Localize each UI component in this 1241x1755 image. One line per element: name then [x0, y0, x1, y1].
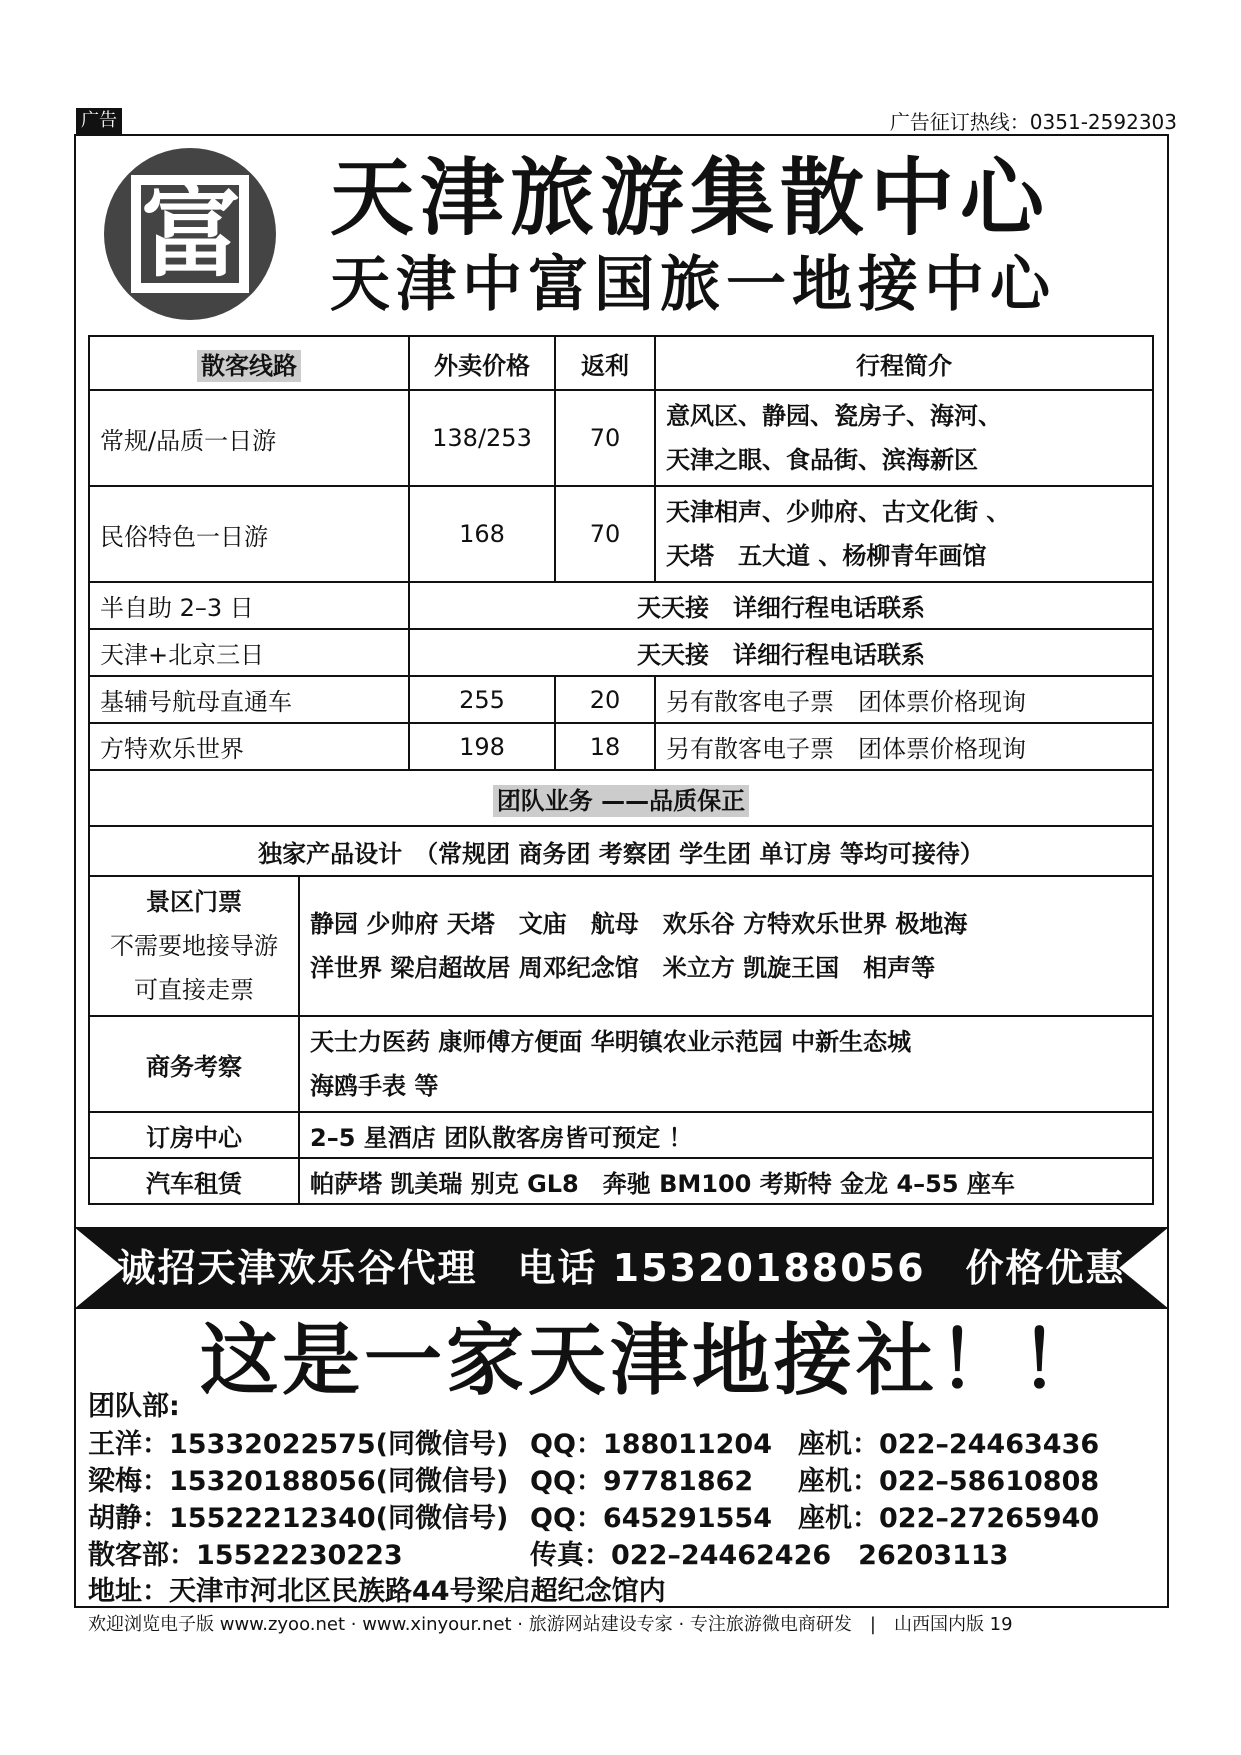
service-line: 海鸥手表 等 — [310, 1072, 439, 1100]
service-row — [89, 876, 1153, 1016]
route-rebate: 70 — [555, 390, 655, 486]
team-banner-row — [89, 770, 1153, 826]
contact-row — [88, 1539, 1168, 1573]
header-desc: 行程简介 — [655, 336, 1153, 390]
route-name: 方特欢乐世界 — [89, 723, 409, 770]
header-route: 散客线路 — [89, 336, 409, 390]
route-desc: 另有散客电子票 团体票价格现询 — [655, 723, 1153, 770]
table-header — [89, 336, 1153, 390]
table-row — [89, 390, 1153, 486]
service-row — [89, 1112, 1153, 1158]
service-row — [89, 1158, 1153, 1204]
contact-phone: 座机：022–27265940 — [798, 1503, 1100, 1534]
service-content: 2–5 星酒店 团队散客房皆可预定 ！ — [299, 1112, 1153, 1158]
route-desc-line: 天塔 五大道 、杨柳青年画馆 — [666, 542, 987, 570]
service-row — [89, 1016, 1153, 1112]
service-line: 天士力医药 康师傅方便面 华明镇农业示范园 中新生态城 — [310, 1028, 912, 1056]
service-content: 帕萨塔 凯美瑞 别克 GL8 奔驰 BM100 考斯特 金龙 4–55 座车 — [299, 1158, 1153, 1204]
service-line: 洋世界 梁启超故居 周邓纪念馆 米立方 凯旋王国 相声等 — [310, 954, 936, 982]
route-note: 天天接 详细行程电话联系 — [409, 629, 1153, 676]
route-desc-line: 天津相声、少帅府、古文化街 、 — [666, 498, 1011, 526]
company-logo — [104, 148, 276, 320]
contact-name: 梁梅：15320188056(同微信号) — [88, 1466, 509, 1497]
fax: 传真：022–24462426 26203113 — [530, 1540, 1009, 1571]
contact-name: 胡静：15522212340(同微信号) — [88, 1503, 509, 1534]
route-name: 民俗特色一日游 — [89, 486, 409, 582]
service-label-note: 不需要地接导游 — [110, 932, 278, 960]
table-row — [89, 582, 1153, 629]
service-label: 汽车租赁 — [89, 1158, 299, 1204]
contact-phone: 座机：022–24463436 — [798, 1429, 1100, 1460]
route-price: 168 — [409, 486, 555, 582]
route-rebate: 70 — [555, 486, 655, 582]
service-label: 订房中心 — [89, 1112, 299, 1158]
exclusive-design: 独家产品设计 （常规团 商务团 考察团 学生团 单订房 等均可接待） — [89, 826, 1153, 876]
service-content — [299, 1016, 1153, 1112]
route-rebate: 20 — [555, 676, 655, 723]
page-footer: 欢迎浏览电子版 www.zyoo.net · www.xinyour.net · 旅游网站建设专家 · 专注旅游微电商研发 | 山西国内版 19 — [88, 1614, 1013, 1635]
team-banner: 团队业务 ——品质保正 — [89, 770, 1153, 826]
service-label: 商务考察 — [89, 1016, 299, 1112]
contact-row — [88, 1465, 1168, 1499]
route-name: 常规/品质一日游 — [89, 390, 409, 486]
contact-row — [88, 1502, 1168, 1536]
route-desc-line: 意风区、静园、瓷房子、海河、 — [666, 402, 1002, 430]
service-content — [299, 876, 1153, 1016]
route-price: 138/253 — [409, 390, 555, 486]
route-table — [88, 335, 1154, 1205]
route-price: 198 — [409, 723, 555, 770]
route-desc: 另有散客电子票 团体票价格现询 — [655, 676, 1153, 723]
route-name: 天津+北京三日 — [89, 629, 409, 676]
contact-row — [88, 1428, 1168, 1462]
service-label — [89, 876, 299, 1016]
table-row — [89, 486, 1153, 582]
address: 地址：天津市河北区民族路44号梁启超纪念馆内 — [88, 1576, 666, 1607]
contact-qq: QQ：97781862 — [530, 1466, 754, 1497]
ribbon-banner-text: 诚招天津欢乐谷代理 电话 15320188056 价格优惠 — [117, 1246, 1126, 1290]
route-name: 基辅号航母直通车 — [89, 676, 409, 723]
header-price: 外卖价格 — [409, 336, 555, 390]
main-title: 天津旅游集散中心 — [330, 149, 1051, 247]
logo-char: 富 — [131, 175, 249, 293]
contact-qq: QQ：188011204 — [530, 1429, 772, 1460]
ad-tag: 广告 — [76, 108, 122, 134]
route-name: 半自助 2–3 日 — [89, 582, 409, 629]
contact-qq: QQ：645291554 — [530, 1503, 772, 1534]
individual-dept: 散客部：15522230223 — [88, 1540, 403, 1571]
route-rebate: 18 — [555, 723, 655, 770]
contact-name: 王洋：15332022575(同微信号) — [88, 1429, 509, 1460]
route-desc-line: 天津之眼、食品街、滨海新区 — [666, 446, 978, 474]
service-line: 静园 少帅府 天塔 文庙 航母 欢乐谷 方特欢乐世界 极地海 — [310, 910, 968, 938]
table-row — [89, 676, 1153, 723]
route-price: 255 — [409, 676, 555, 723]
service-label-note: 可直接走票 — [134, 976, 254, 1004]
contact-phone: 座机：022–58610808 — [798, 1466, 1100, 1497]
service-label-title: 景区门票 — [146, 888, 242, 916]
sub-title: 天津中富国旅一地接中心 — [330, 250, 1056, 320]
table-row — [89, 723, 1153, 770]
route-note: 天天接 详细行程电话联系 — [409, 582, 1153, 629]
route-desc — [655, 390, 1153, 486]
team-label: 团队部: — [88, 1391, 180, 1422]
exclusive-row — [89, 826, 1153, 876]
header-rebate: 返利 — [555, 336, 655, 390]
table-row — [89, 629, 1153, 676]
slogan: 这是一家天津地接社！！ — [200, 1316, 1103, 1406]
ad-hotline: 广告征订热线：0351-2592303 — [889, 110, 1177, 134]
route-desc — [655, 486, 1153, 582]
